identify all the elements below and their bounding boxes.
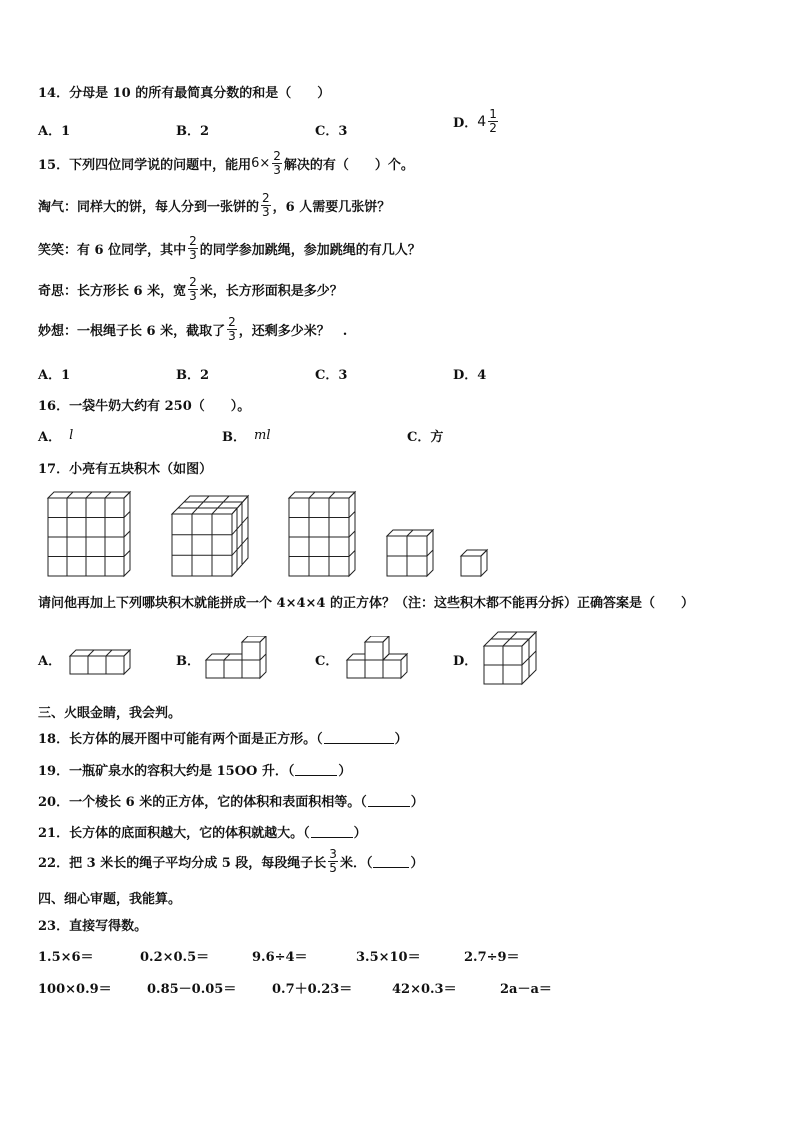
fraction: $\frac{2}{3}$: [262, 191, 270, 219]
fraction: $\frac{2}{3}$: [228, 315, 236, 343]
answer-blank[interactable]: [295, 764, 337, 776]
answer-blank[interactable]: [373, 856, 409, 868]
section4-heading: 四、细心审题，我能算。: [38, 892, 182, 907]
section3-heading: 三、火眼金睛，我会判。: [38, 706, 182, 721]
q15-statement-xiaoxiao: 笑笑：有 6 位同学，其中 $\frac{2}{3}$ 的同学参加跳绳，参加跳绳的有几人？: [38, 234, 421, 262]
q15-option-b[interactable]: B．2: [176, 368, 210, 383]
block-3x3x3-figure: [170, 494, 250, 580]
fraction: $\frac{2}{3}$: [189, 275, 197, 303]
block-4x4x1-figure: [46, 490, 136, 580]
option-a-block-figure: [68, 648, 132, 678]
option-c-block-figure: [345, 636, 411, 682]
q17-question: 请问他再加上下列哪块积木就能拼成一个 4×4×4 的正方体？（注：这些积木都不能再分拆）正确答案是（ ）: [38, 596, 694, 611]
calc-item: 9.6÷4＝: [252, 950, 308, 965]
calc-item: 1.5×6＝: [38, 950, 94, 965]
answer-blank[interactable]: [324, 732, 394, 744]
fraction: $\frac{2}{3}$: [189, 234, 197, 262]
q14-option-a[interactable]: A．1: [38, 124, 71, 139]
q16-option-b[interactable]: B． ml: [222, 428, 271, 445]
calc-item: 3.5×10＝: [356, 950, 421, 965]
q16-option-c[interactable]: C．方: [407, 430, 444, 445]
calc-item: 0.7＋0.23＝: [272, 982, 353, 997]
block-single-cube-figure: [459, 548, 489, 580]
q15-statement-miaoxiang: 妙想：一根绳子长 6 米，截取了 $\frac{2}{3}$ ，还剩多少米？ .: [38, 315, 348, 343]
q19: 19．一瓶矿泉水的容积大约是 15OO 升．（ ）: [38, 764, 352, 779]
calc-item: 2a－a＝: [500, 982, 552, 997]
q14-stem: 14．分母是 10 的所有最简真分数的和是（ ）: [38, 86, 331, 101]
block-3x4x1-figure: [287, 490, 359, 580]
mixed-number: [477, 108, 500, 135]
q17-stem: 17．小亮有五块积木（如图）: [38, 462, 213, 477]
q14-option-d[interactable]: D． 4 $\frac{1}{2}$: [453, 108, 500, 135]
q15-option-d[interactable]: D．4: [453, 368, 487, 383]
q23-stem: 23．直接写得数。: [38, 919, 148, 934]
fraction: $\frac{1}{2}$: [489, 107, 497, 135]
q17-option-d[interactable]: D．: [453, 654, 478, 669]
q14-option-c[interactable]: C．3: [315, 124, 348, 139]
option-d-block-figure: [482, 630, 540, 688]
mixed-whole: 4: [477, 113, 487, 130]
q18: 18．长方体的展开图中可能有两个面是正方形。（ ）: [38, 732, 408, 747]
block-2x2x1-figure: [385, 528, 435, 580]
calc-item: 42×0.3＝: [392, 982, 457, 997]
fraction: $\frac{2}{3}$: [273, 149, 281, 177]
q15-statement-qisi: 奇思：长方形长 6 米，宽 $\frac{2}{3}$ 米，长方形面积是多少？: [38, 275, 343, 303]
q15-option-c[interactable]: C．3: [315, 368, 348, 383]
option-b-block-figure: [204, 636, 272, 682]
answer-blank[interactable]: [311, 826, 353, 838]
q16-stem: 16．一袋牛奶大约有 250（ ）。: [38, 399, 251, 414]
q20: 20．一个棱长 6 米的正方体，它的体积和表面积相等。（ ）: [38, 795, 424, 810]
calc-item: 0.2×0.5＝: [140, 950, 210, 965]
fraction: $\frac{3}{5}$: [329, 847, 337, 875]
calc-item: 2.7÷9＝: [464, 950, 520, 965]
q17-option-b[interactable]: B．: [176, 654, 200, 669]
calc-item: 100×0.9＝: [38, 982, 112, 997]
q15-statement-taoqi: 淘气：同样大的饼，每人分到一张饼的 $\frac{2}{3}$ ，6 人需要几张饼？: [38, 191, 391, 219]
multiplier: 6×: [251, 156, 271, 171]
q17-option-a[interactable]: A．: [38, 654, 62, 669]
calc-item: 0.85－0.05＝: [147, 982, 237, 997]
q21: 21．长方体的底面积越大，它的体积就越大。（ ）: [38, 826, 367, 841]
q17-option-c[interactable]: C．: [315, 654, 339, 669]
q15-stem: 15．下列四位同学说的问题中，能用 6× $\frac{2}{3}$ 解决的有（ ）个。: [38, 149, 414, 177]
q22: 22．把 3 米长的绳子平均分成 5 段，每段绳子长 $\frac{3}{5}$ 米．（ ）: [38, 847, 424, 875]
q16-option-a[interactable]: A． l: [38, 428, 74, 445]
q14-option-b[interactable]: B．2: [176, 124, 210, 139]
q15-option-a[interactable]: A．1: [38, 368, 71, 383]
answer-blank[interactable]: [368, 795, 410, 807]
